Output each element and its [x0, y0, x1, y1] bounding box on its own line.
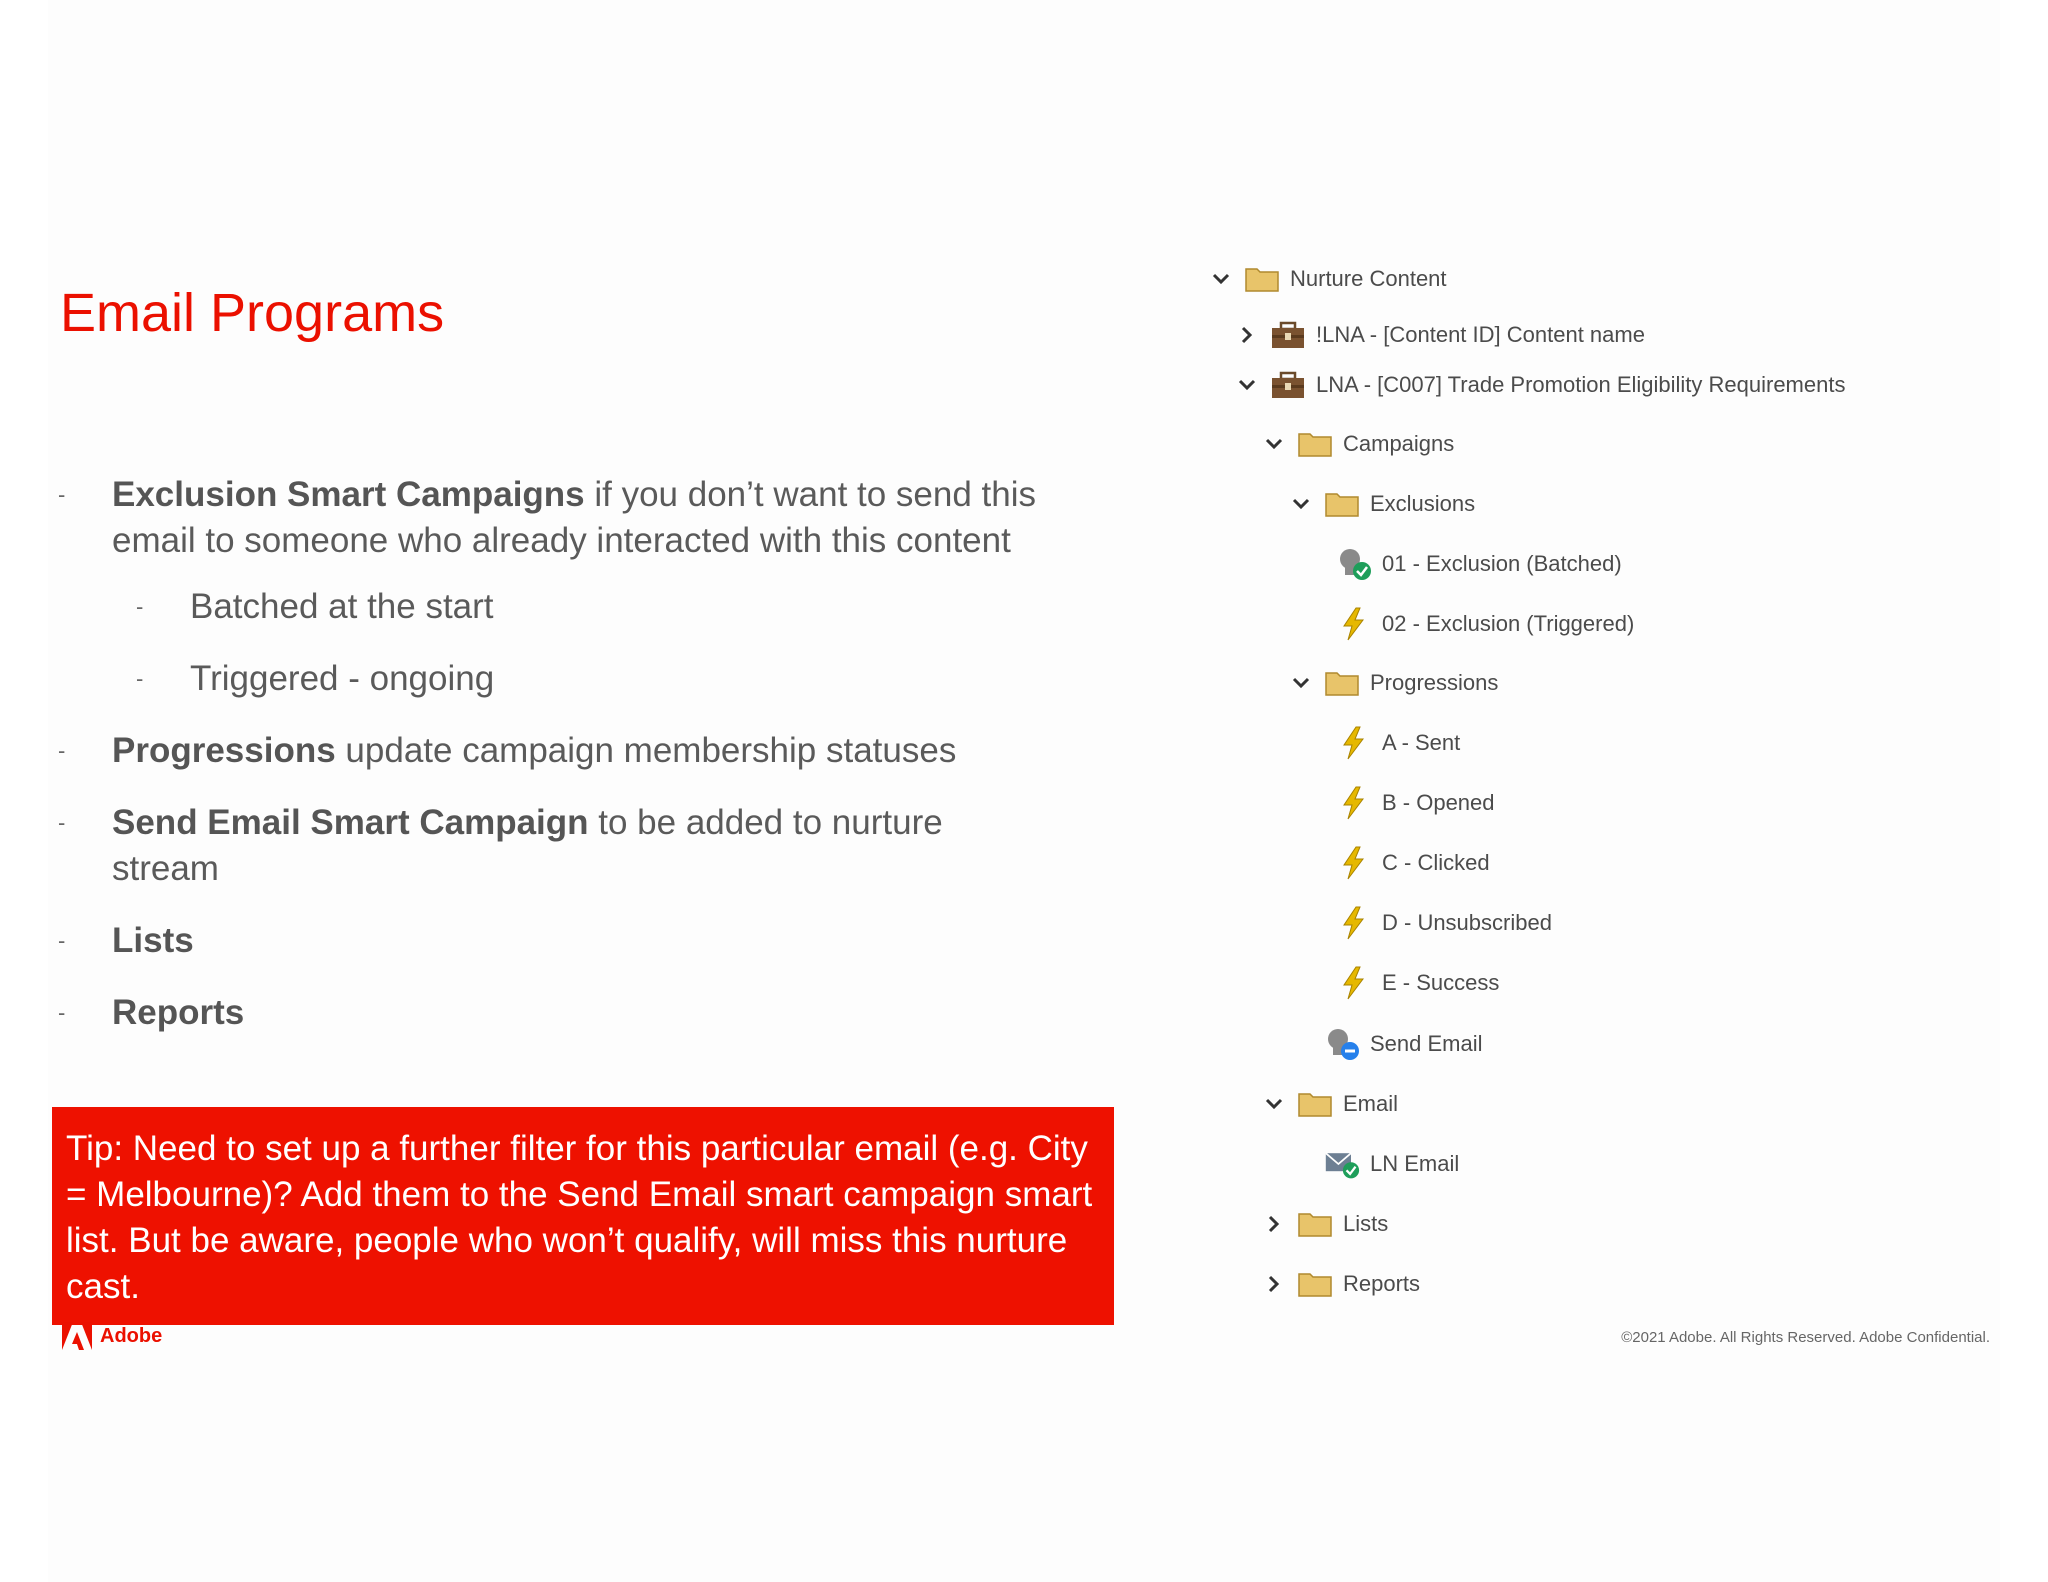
bullet-marker: -	[58, 738, 66, 763]
trigger-bolt-icon	[1336, 786, 1372, 820]
adobe-logo	[62, 1322, 162, 1350]
tree-item-label: Email	[1343, 1091, 1399, 1116]
tree-item-label: 02 - Exclusion (Triggered)	[1382, 611, 1635, 636]
tree-row[interactable]	[1290, 1144, 1459, 1184]
bullet-body-text: if you don’t want to send this email to someone who already interacted with this content	[112, 475, 1037, 560]
tree-item-label: C - Clicked	[1382, 850, 1490, 875]
tree-item-label: E - Success	[1382, 970, 1500, 995]
tree-row[interactable]	[1263, 1264, 1420, 1304]
adobe-logo-icon	[62, 1322, 92, 1350]
tree-item-label: Send Email	[1370, 1031, 1483, 1056]
tree-row[interactable]	[1290, 484, 1475, 524]
tree-item-label: Progressions	[1370, 670, 1499, 695]
bullet-text	[112, 800, 1058, 892]
tree-row[interactable]	[1336, 963, 1499, 1003]
email-approved-icon	[1324, 1147, 1360, 1181]
tree-item-label: B - Opened	[1382, 790, 1495, 815]
tree-item-label: LN Email	[1370, 1151, 1460, 1176]
chevron-down-icon[interactable]	[1290, 493, 1312, 515]
tree-item-label: Nurture Content	[1290, 266, 1447, 291]
bullet-marker: -	[58, 928, 66, 953]
tree-row[interactable]	[1336, 723, 1460, 763]
bullet-item	[58, 800, 1058, 892]
chevron-right-icon[interactable]	[1263, 1273, 1285, 1295]
folder-icon	[1297, 1087, 1333, 1121]
page-title: Email Programs	[60, 283, 445, 343]
bullet-item	[58, 728, 1058, 774]
bullet-text	[112, 472, 1058, 564]
bullet-item	[58, 918, 1058, 964]
folder-icon	[1244, 262, 1280, 296]
folder-icon	[1297, 427, 1333, 461]
bullet-list	[58, 472, 1058, 1036]
trigger-bolt-icon	[1336, 906, 1372, 940]
tree-item-label: Reports	[1343, 1271, 1421, 1296]
trigger-bolt-icon	[1336, 607, 1372, 641]
chevron-down-icon[interactable]	[1263, 1093, 1285, 1115]
bullet-bold-text: Send Email Smart Campaign	[112, 803, 589, 842]
bullet-bold-text: Exclusion Smart Campaigns	[112, 475, 585, 514]
folder-icon	[1297, 1207, 1333, 1241]
bullet-body-text: update campaign membership statuses	[335, 731, 957, 770]
tree-item-label: 01 - Exclusion (Batched)	[1382, 551, 1622, 576]
chevron-down-icon[interactable]	[1210, 268, 1232, 290]
bullet-text	[112, 990, 1058, 1036]
tree-row[interactable]	[1236, 315, 1645, 355]
bullet-bold-text: Lists	[112, 921, 194, 960]
bullet-marker: -	[58, 482, 66, 507]
tree-row[interactable]	[1336, 903, 1552, 943]
tree-item-label: Lists	[1343, 1211, 1389, 1236]
tree-row[interactable]	[1336, 843, 1490, 883]
folder-icon	[1324, 666, 1360, 700]
tree-item-label: LNA - [C007] Trade Promotion Eligibility Requirements	[1316, 372, 1846, 397]
trigger-bolt-icon	[1336, 726, 1372, 760]
bullet-bold-text: Reports	[112, 993, 245, 1032]
batch-campaign-blocked-icon	[1324, 1027, 1360, 1061]
program-icon	[1270, 318, 1306, 352]
chevron-down-icon[interactable]	[1236, 374, 1258, 396]
bullet-text	[190, 584, 1058, 630]
tree-row[interactable]	[1263, 424, 1454, 464]
copyright-notice: ©2021 Adobe. All Rights Reserved. Adobe Confidential.	[1621, 1329, 1990, 1346]
chevron-down-icon[interactable]	[1263, 433, 1285, 455]
bullet-marker: -	[58, 810, 66, 835]
bullet-marker: -	[136, 666, 144, 691]
bullet-text	[112, 728, 1058, 774]
folder-icon	[1324, 487, 1360, 521]
tree-row[interactable]	[1336, 783, 1495, 823]
adobe-logo-text: Adobe	[100, 1324, 163, 1347]
tree-item-label: Exclusions	[1370, 491, 1476, 516]
tree-row[interactable]	[1336, 604, 1634, 644]
trigger-bolt-icon	[1336, 966, 1372, 1000]
folder-icon	[1297, 1267, 1333, 1301]
tree-row[interactable]	[1290, 663, 1498, 703]
bullet-text	[190, 656, 1058, 702]
batch-campaign-active-icon	[1336, 547, 1372, 581]
bullet-item	[58, 472, 1058, 564]
tree-row[interactable]	[1236, 365, 1845, 405]
bullet-bold-text: Progressions	[112, 731, 336, 770]
bullet-text	[112, 918, 1058, 964]
tree-row[interactable]	[1263, 1204, 1388, 1244]
tree-item-label: D - Unsubscribed	[1382, 910, 1552, 935]
tree-row[interactable]	[1263, 1084, 1398, 1124]
bullet-body-text: Batched at the start	[190, 587, 494, 626]
bullet-item	[58, 656, 1058, 702]
tree-row[interactable]	[1290, 1024, 1483, 1064]
bullet-body-text: to be added to nurture stream	[112, 803, 943, 888]
bullet-item	[58, 584, 1058, 630]
tree-item-label: A - Sent	[1382, 730, 1461, 755]
chevron-right-icon[interactable]	[1263, 1213, 1285, 1235]
bullet-body-text: Triggered - ongoing	[190, 659, 495, 698]
tip-callout: Tip: Need to set up a further filter for this particular email (e.g. City = Melbourne)? Add them to the Send Email smart campaign smart list. But be aware, people who won’t qualify, will miss this nurture cast.	[52, 1107, 1114, 1325]
bullet-marker: -	[136, 594, 144, 619]
trigger-bolt-icon	[1336, 846, 1372, 880]
tree-row[interactable]	[1210, 259, 1447, 299]
bullet-item	[58, 990, 1058, 1036]
tree-row[interactable]	[1336, 544, 1622, 584]
tree-item-label: Campaigns	[1343, 431, 1455, 456]
chevron-down-icon[interactable]	[1290, 672, 1312, 694]
program-icon	[1270, 368, 1306, 402]
chevron-right-icon[interactable]	[1236, 324, 1258, 346]
tree-item-label: !LNA - [Content ID] Content name	[1316, 322, 1645, 347]
bullet-marker: -	[58, 1000, 66, 1025]
